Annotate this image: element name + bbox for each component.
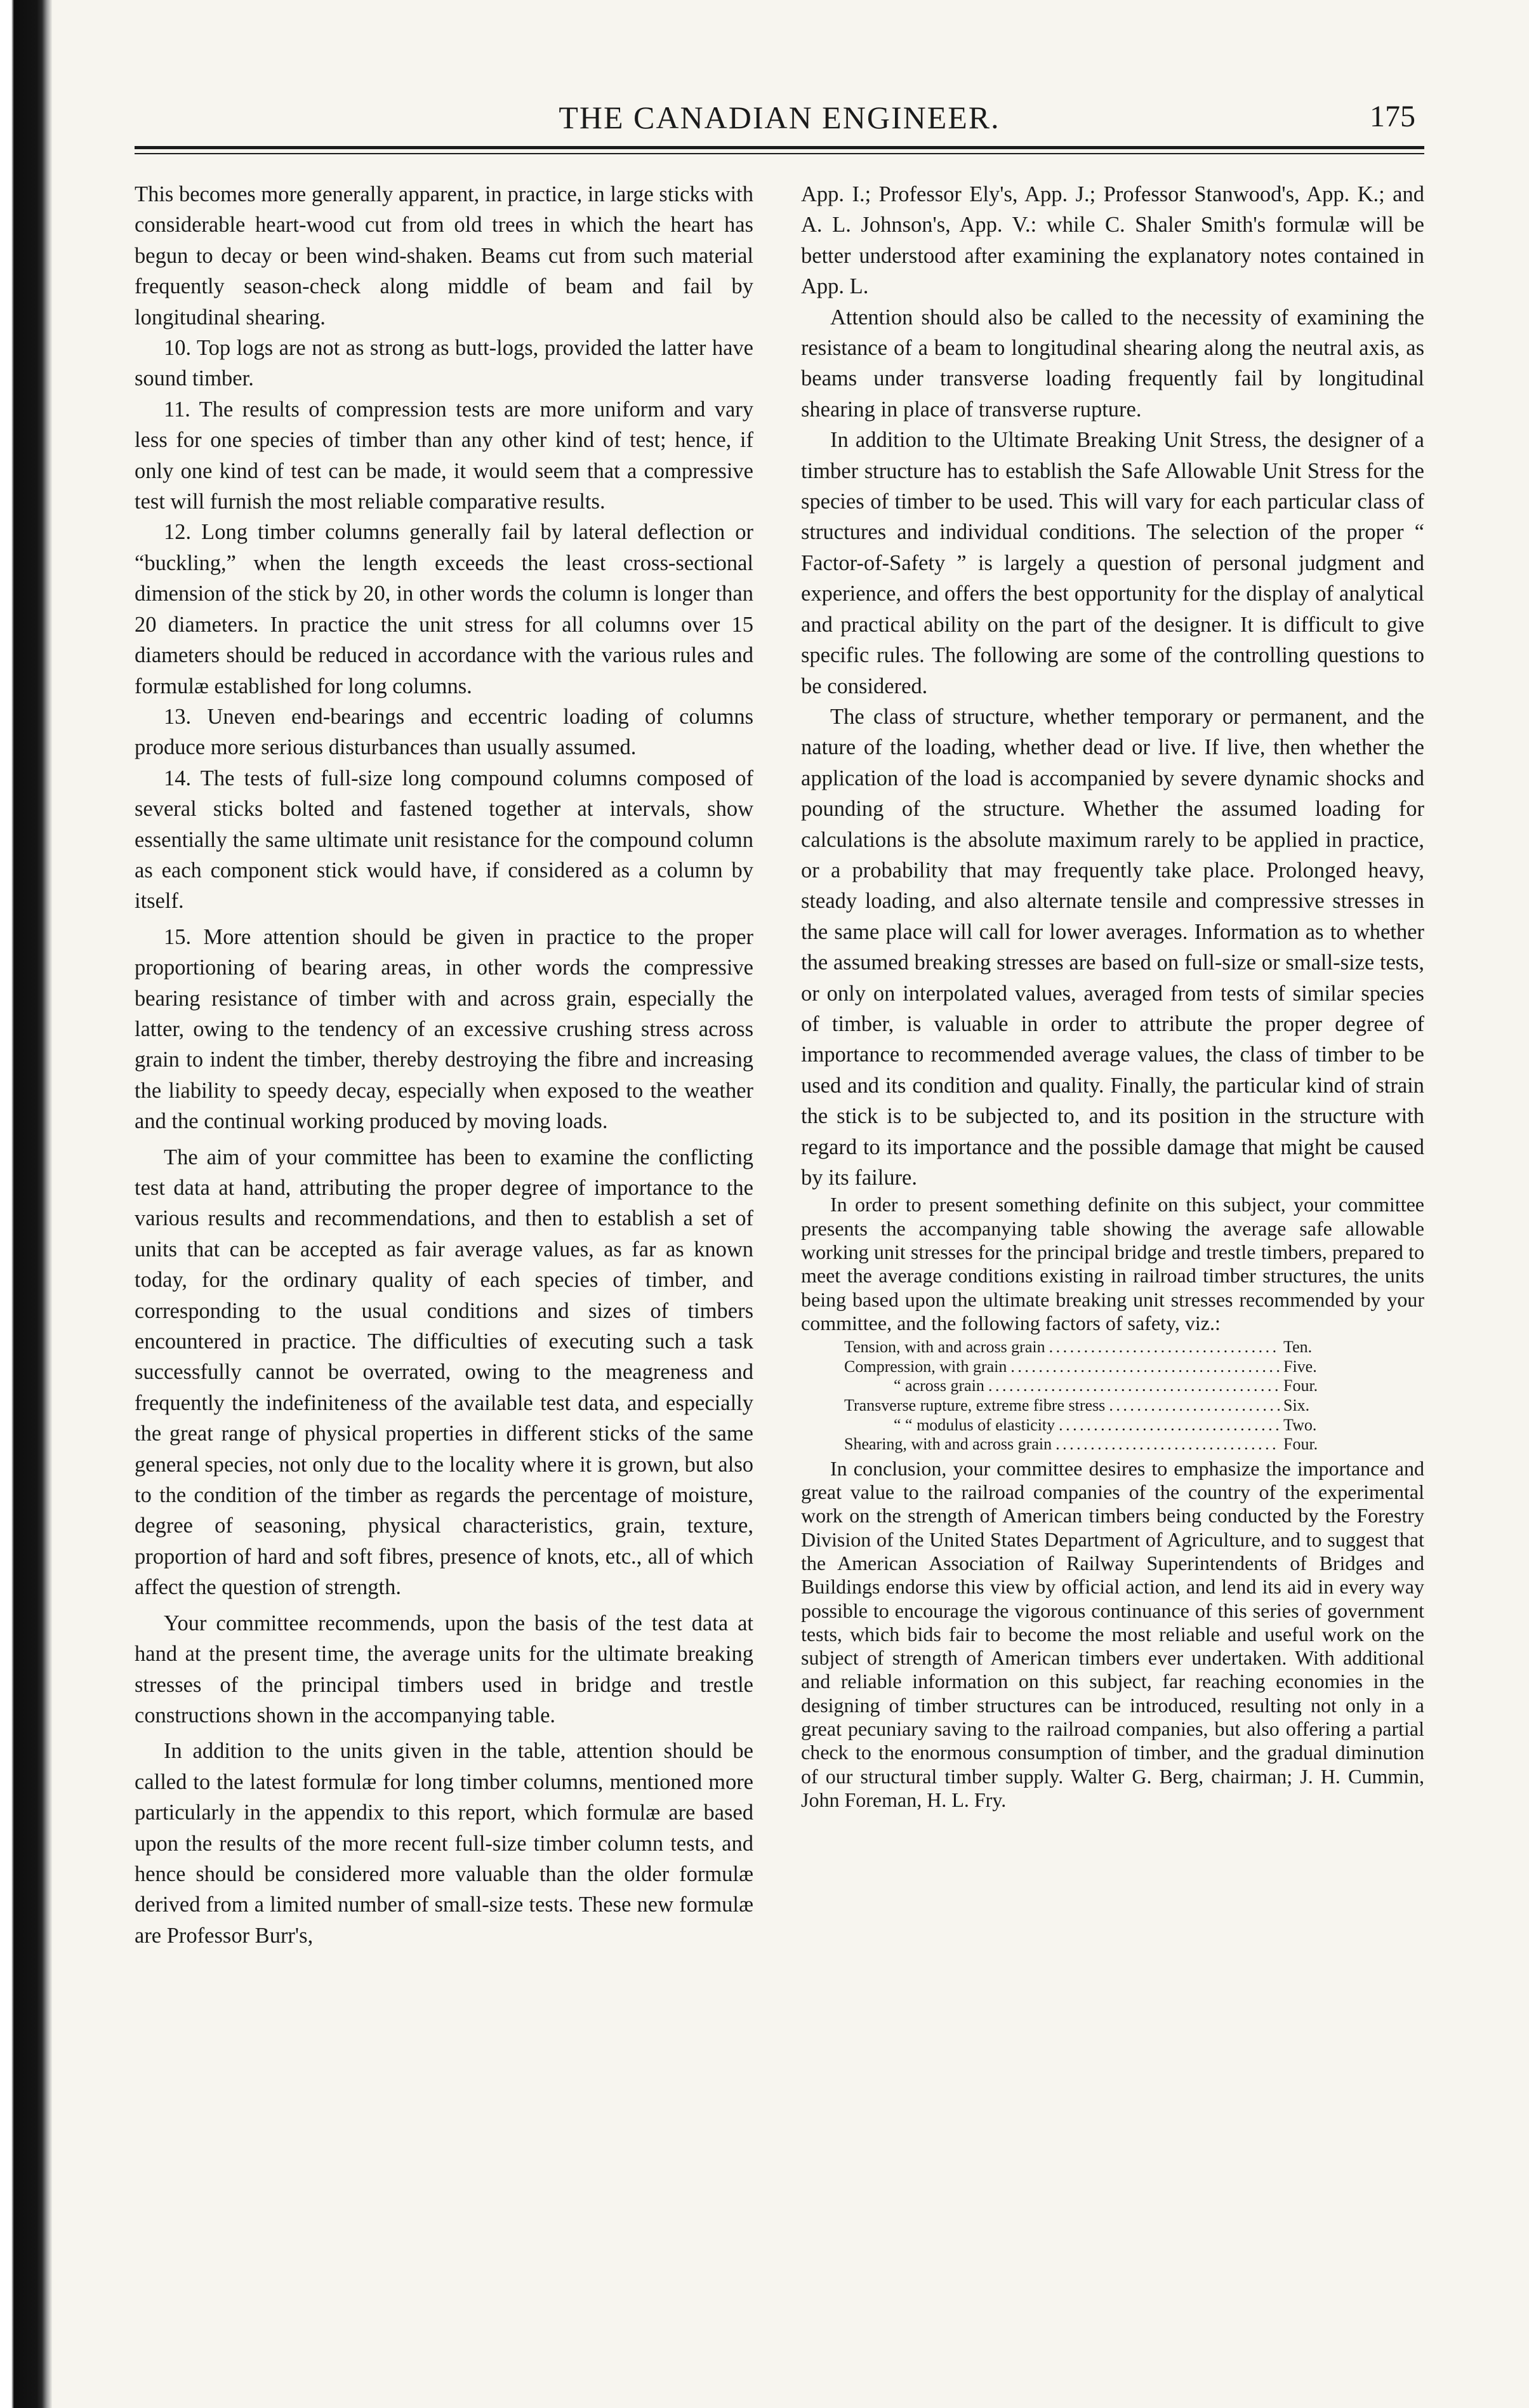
factor-value: Six.	[1283, 1395, 1310, 1414]
paragraph: 13. Uneven end-bearings and eccentric loading of columns produce more serious disturbances than usually assumed.	[135, 704, 753, 760]
header-rule	[135, 146, 1424, 149]
page-header	[135, 95, 1424, 152]
leader-dots	[1010, 1357, 1280, 1377]
page-number: 175	[1370, 100, 1415, 133]
paragraph: This becomes more generally apparent, in practice, in large sticks with considerable heart-wood cut from old trees in which the heart has begun to decay or been wind-shaken. Beams cut from such material frequently season-check along middle of beam and fail by longitudinal shearing.	[135, 182, 753, 329]
paragraph: App. I.; Professor Ely's, App. J.; Professor Stanwood's, App. K.; and A. L. Johnson's, App. V.: while C. Shaler Smith's formulæ will be better understood after examining the explanatory notes contained in App. L.	[801, 182, 1424, 299]
paragraph: In addition to the Ultimate Breaking Unit Stress, the designer of a timber structure has to establish the Safe Allowable Unit Stress for the species of timber to be used. This will vary for each particular class of structures and individual conditions. The selection of the proper “ Factor-of-Safety ” is largely a question of personal judgment and experience, and offers the best opportunity for the display of analytical and practical ability on the part of the designer. It is difficult to give specific rules. The following are some of the controlling questions to be considered.	[801, 428, 1424, 698]
factor-value: Four.	[1283, 1435, 1318, 1454]
header-rule-thin	[135, 153, 1424, 154]
factor-row	[844, 1376, 1360, 1396]
paragraph: 14. The tests of full-size long compound columns composed of several sticks bolted and fastened together at intervals, show essentially the same ultimate unit resistance for the compound column as each component stick would have, if considered as a column by itself.	[135, 766, 753, 914]
scanned-page-edge	[0, 0, 52, 2408]
factor-row	[844, 1416, 1360, 1435]
factor-label: “ “ modulus of elasticity	[894, 1415, 1056, 1434]
journal-title: THE CANADIAN ENGINEER.	[559, 100, 1000, 135]
paragraph: The aim of your committee has been to examine the conflicting test data at hand, attributing the proper degree of importance to the various results and recommendations, and then to establish a set of units that can be accepted as fair average values, as far as known today, for the ordinary quality of each species of timber, and corresponding to the usual conditions and sizes of timbers encountered in practice. The difficulties of executing such a task successfully cannot be overrated, owing to the meagreness and frequently the indefiniteness of the available test data, and especially the great range of physical properties in different sticks of the same general species, not only due to the locality where it is grown, but also to the condition of the timber as regards the percentage of moisture, degree of seasoning, physical characteristics, grain, texture, proportion of hard and soft fibres, presence of knots, etc., all of which affect the question of strength.	[135, 1145, 753, 1600]
factor-row	[844, 1338, 1360, 1357]
factor-value: Ten.	[1283, 1338, 1313, 1357]
paragraph: 11. The results of compression tests are more uniform and vary less for one species of timber than any other kind of test; hence, if only one kind of test can be made, it would seem that a compressive test will furnish the most reliable comparative results.	[135, 397, 753, 514]
factor-row	[844, 1396, 1360, 1416]
leader-dots	[1059, 1416, 1280, 1435]
right-column	[801, 179, 1424, 1812]
factor-value: Five.	[1283, 1357, 1317, 1376]
factor-value: Two.	[1283, 1415, 1317, 1434]
paragraph: 10. Top logs are not as strong as butt-logs, provided the latter have sound timber.	[135, 336, 753, 391]
factor-label: Tension, with and across grain	[844, 1338, 1045, 1357]
factor-row	[844, 1357, 1360, 1377]
leader-dots	[988, 1376, 1280, 1396]
leader-dots	[1056, 1435, 1280, 1454]
left-column	[135, 179, 753, 1951]
factor-value: Four.	[1283, 1376, 1318, 1395]
paragraph: Your committee recommends, upon the basis of the test data at hand at the present time, the average units for the ultimate breaking stresses of the principal timbers used in bridge and trestle constructions shown in the accompanying table.	[135, 1611, 753, 1727]
paragraph: Attention should also be called to the necessity of examining the resistance of a beam to longitudinal shearing along the neutral axis, as beams under transverse loading frequently fail by longitudinal shearing in place of transverse rupture.	[801, 305, 1424, 422]
paragraph: In addition to the units given in the table, attention should be called to the latest formulæ for long timber columns, mentioned more particularly in the appendix to this report, which formulæ are based upon the results of the more recent full-size timber column tests, and hence should be considered more valuable than the older formulæ derived from a limited number of small-size tests. These new formulæ are Professor Burr's,	[135, 1739, 753, 1948]
factor-row	[844, 1435, 1360, 1454]
factor-label: Transverse rupture, extreme fibre stress	[844, 1395, 1106, 1414]
factors-of-safety-list	[844, 1338, 1360, 1454]
paragraph: The class of structure, whether temporary or permanent, and the nature of the loading, whether dead or live. If live, then whether the application of the load is accompanied by severe dynamic shocks and pounding of the structure. Whether the assumed loading for calculations is the absolute maximum rarely to be applied in practice, or a probability that may frequently take place. Prolonged heavy, steady loading, and also alternate tensile and compressive stresses in the same place will call for lower averages. Information as to whether the assumed breaking stresses are based on full-size or small-size tests, or only on interpolated values, averaged from tests of similar species of timber, is valuable in order to attribute the proper degree of importance to recommended average values, the class of timber to be used and its condition and quality. Finally, the particular kind of strain the stick is to be subjected to, and its position in the structure with regard to its importance and the possible damage that might be caused by its failure.	[801, 704, 1424, 1190]
paragraph: In order to present something definite on this subject, your committee presents the accompanying table showing the average safe allowable working unit stresses for the principal bridge and trestle timbers, prepared to meet the average conditions existing in railroad timber structures, the units being based upon the ultimate breaking unit stresses recommended by your committee, and the following factors of safety, viz.:	[801, 1193, 1424, 1334]
paragraph: 12. Long timber columns generally fail by lateral deflection or “buckling,” when the length exceeds the least cross-sectional dimension of the stick by 20, in other words the column is longer than 20 diameters. In practice the unit stress for all columns over 15 diameters should be reduced in accordance with the various rules and formulæ established for long columns.	[135, 520, 753, 698]
leader-dots	[1109, 1396, 1280, 1416]
leader-dots	[1049, 1338, 1280, 1357]
factor-label: “ across grain	[894, 1376, 984, 1395]
factor-label: Shearing, with and across grain	[844, 1435, 1052, 1454]
factor-label: Compression, with grain	[844, 1357, 1007, 1376]
conclusion-paragraph: In conclusion, your committee desires to emphasize the importance and great value to the railroad companies of the country of the experimental work on the strength of American timbers being conducted by the Forestry Division of the United States Department of Agriculture, and to suggest that the American Association of Railway Superintendents of Bridges and Buildings endorse this view by official action, and lend its aid in every way possible to encourage the vigorous continuance of this series of government tests, which bids fair to become the most reliable and useful work on the subject of strength of American timbers ever undertaken. With additional and reliable information on this subject, far reaching economies in the designing of timber structures can be introduced, resulting not only in a great pecuniary saving to the railroad companies, but also offering a partial check to the enormous consumption of timber, and the gradual diminution of our structural timber supply. Walter G. Berg, chairman; J. H. Cummin, John Foreman, H. L. Fry.	[801, 1456, 1424, 1811]
paragraph: 15. More attention should be given in practice to the proper proportioning of bearing areas, in other words the compressive bearing resistance of timber with and across grain, especially the latter, owing to the tendency of an excessive crushing stress across grain to indent the timber, thereby destroying the fibre and increasing the liability to speedy decay, especially when exposed to the weather and the continual working produced by moving loads.	[135, 924, 753, 1134]
